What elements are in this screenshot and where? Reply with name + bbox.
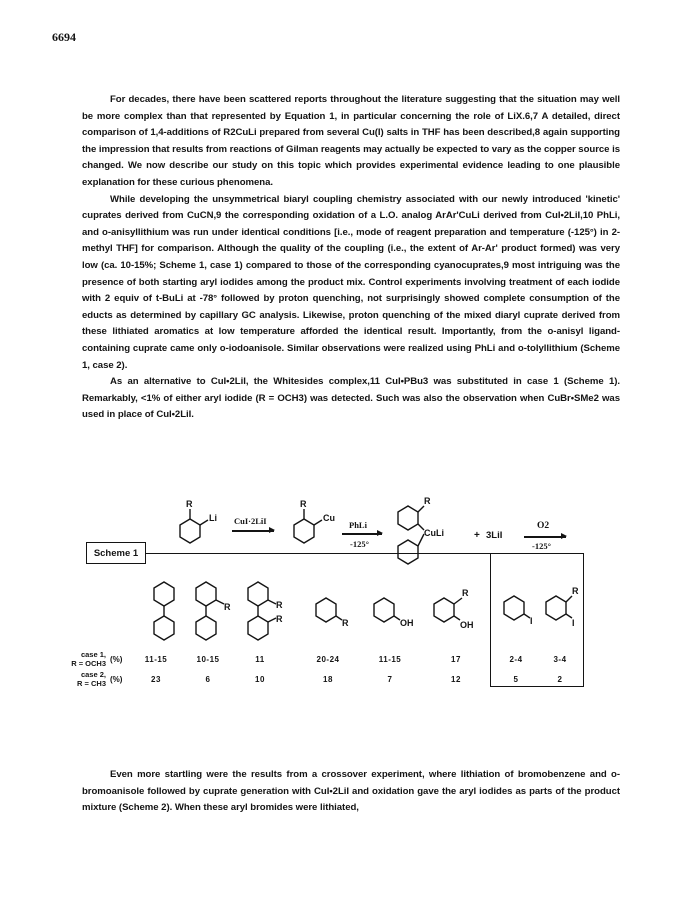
case-2-line2: R = CH3 xyxy=(77,679,106,688)
oh-label: OH xyxy=(460,620,474,630)
paragraph-4: Even more startling were the results from a crossover experiment, where lithiation of bromobenzene and o-bromoanisole followed by cuprate generation with CuI•2LiI and oxidation gave the aryl iodides as parts of the product mixture (Scheme 2). When these aryl bromides were lithiated, xyxy=(82,769,620,814)
case-1-value: 3-4 xyxy=(553,655,567,664)
phenol-structure xyxy=(368,594,424,634)
oh-label: OH xyxy=(400,618,414,628)
reagent-phli: PhLi xyxy=(349,520,367,530)
case-1-value: 11 xyxy=(255,655,265,664)
r-label: R xyxy=(462,588,469,598)
aryl-phenyl-biaryl-structure xyxy=(188,578,244,648)
symmetric-biaryl-structure xyxy=(240,578,296,648)
reaction-arrow-2 xyxy=(342,533,382,535)
case-2-value: 6 xyxy=(205,675,211,684)
r-label: R xyxy=(424,496,431,506)
r-label: R xyxy=(342,618,349,628)
r-label: R xyxy=(300,499,307,509)
case-1-unit: (%) xyxy=(110,655,123,664)
page-number: 6694 xyxy=(52,30,76,44)
i-label: I xyxy=(530,616,533,626)
case-2-value: 7 xyxy=(387,675,393,684)
biphenyl-structure xyxy=(146,578,186,648)
lii-label: 3LiI xyxy=(486,530,503,541)
aryllithium-structure xyxy=(168,499,228,553)
culi-label: CuLi xyxy=(424,528,444,538)
paragraph-1: For decades, there have been scattered reports throughout the literature suggesting that the situation may well be more complex than that represented by Equation 1, in particular concerning the role of LiX.6,7 A detailed, direct comparison of 1,4-additions of R2CuLi prepared from several Cu(I) salts in THF has been described,8 again supporting the impression that results from reactions of Gilman reagents may actually be expected to vary as the copper source is changed. We now describe our study on this topic which provides experimental evidence leading to one plausible explanation for these curious phenomena. xyxy=(82,94,620,188)
case-2-value: 23 xyxy=(151,675,161,684)
reagent-temp-1: -125° xyxy=(350,539,369,549)
case-1-line1: case 1, xyxy=(80,650,106,659)
li-label: Li xyxy=(209,513,217,523)
r-label-top: R xyxy=(276,600,283,610)
r-label: R xyxy=(186,499,193,509)
reagent-o2: O2 xyxy=(537,521,550,531)
i-label: I xyxy=(572,618,575,628)
reaction-arrow-1 xyxy=(232,530,274,532)
closing-text xyxy=(82,767,620,817)
case-2-value: 2 xyxy=(557,675,563,684)
case-1-value: 2-4 xyxy=(509,655,523,664)
plus-sign: + xyxy=(474,530,480,541)
case-2-value: 5 xyxy=(513,675,519,684)
case-2-value: 18 xyxy=(323,675,333,684)
case-2-label xyxy=(50,670,106,688)
scheme-label: Scheme 1 xyxy=(86,542,146,564)
substituted-iodobenzene-structure xyxy=(540,582,586,632)
case-1-label xyxy=(50,650,106,668)
reagent-cui-2lii: CuI·2LiI xyxy=(234,516,267,526)
arylcopper-structure xyxy=(282,499,342,553)
cu-label: Cu xyxy=(323,513,335,523)
case-1-value: 11-15 xyxy=(378,655,402,664)
body-text xyxy=(82,92,620,424)
reagent-temp-2: -125° xyxy=(532,541,551,551)
reaction-arrow-3 xyxy=(524,536,566,538)
case-1-line2: R = OCH3 xyxy=(71,659,106,668)
case-2-value: 12 xyxy=(451,675,461,684)
r-label-bottom: R xyxy=(276,614,283,624)
paragraph-3: As an alternative to CuI•2LiI, the Whitesides complex,11 CuI•PBu3 was substituted in case 1 (Scheme 1). Remarkably, <1% of either aryl iodide (R = OCH3) was detected. Such was also the observation when CuBr•SMe2 was used in place of CuI•2LiI. xyxy=(82,376,620,421)
case-1-value: 10-15 xyxy=(196,655,220,664)
mixed-cuprate-structure xyxy=(390,498,480,576)
case-2-line1: case 2, xyxy=(80,670,106,679)
case-1-value: 11-15 xyxy=(144,655,168,664)
substituted-phenol-structure xyxy=(428,584,488,634)
r-label: R xyxy=(224,602,231,612)
substituted-benzene-structure xyxy=(310,594,360,634)
case-2-value: 10 xyxy=(255,675,265,684)
case-2-unit: (%) xyxy=(110,675,123,684)
r-label: R xyxy=(572,586,579,596)
case-1-value: 17 xyxy=(451,655,461,664)
paragraph-2: While developing the unsymmetrical biaryl coupling chemistry associated with our newly introduced 'kinetic' cuprates derived from CuCN,9 the corresponding oxidation of a L.O. analog ArAr'CuLi derived from CuI•2LiI,10 PhLi, and o-anisyllithium was run under identical conditions [i.e., mode of reagent preparation and temperature (-125°) in 2-methyl THF] for comparison. Although the quality of the coupling (i.e., the extent of Ar-Ar' product formed) was very low (ca. 10-15%; Scheme 1, case 1) compared to those of the corresponding cyanocuprates,9 most intriguing was the presence of both starting aryl iodides among the product mix. Control experiments involving treatment of each iodide with 2 equiv of t-BuLi at -78° followed by proton quenching, not surprisingly showed complete consumption of the educts as determined by capillary GC analysis. Likewise, proton quenching of the mixed diaryl cuprate derived from these lithiated aromatics at low temperature afforded the identical result. Importantly, from the o-anisyl ligand-containing cuprate came only o-iodoanisole. Similar observations were realized using PhLi and o-tolyllithium (Scheme 1, case 2). xyxy=(82,193,620,371)
iodobenzene-structure xyxy=(498,592,538,632)
case-1-value: 20-24 xyxy=(316,655,340,664)
